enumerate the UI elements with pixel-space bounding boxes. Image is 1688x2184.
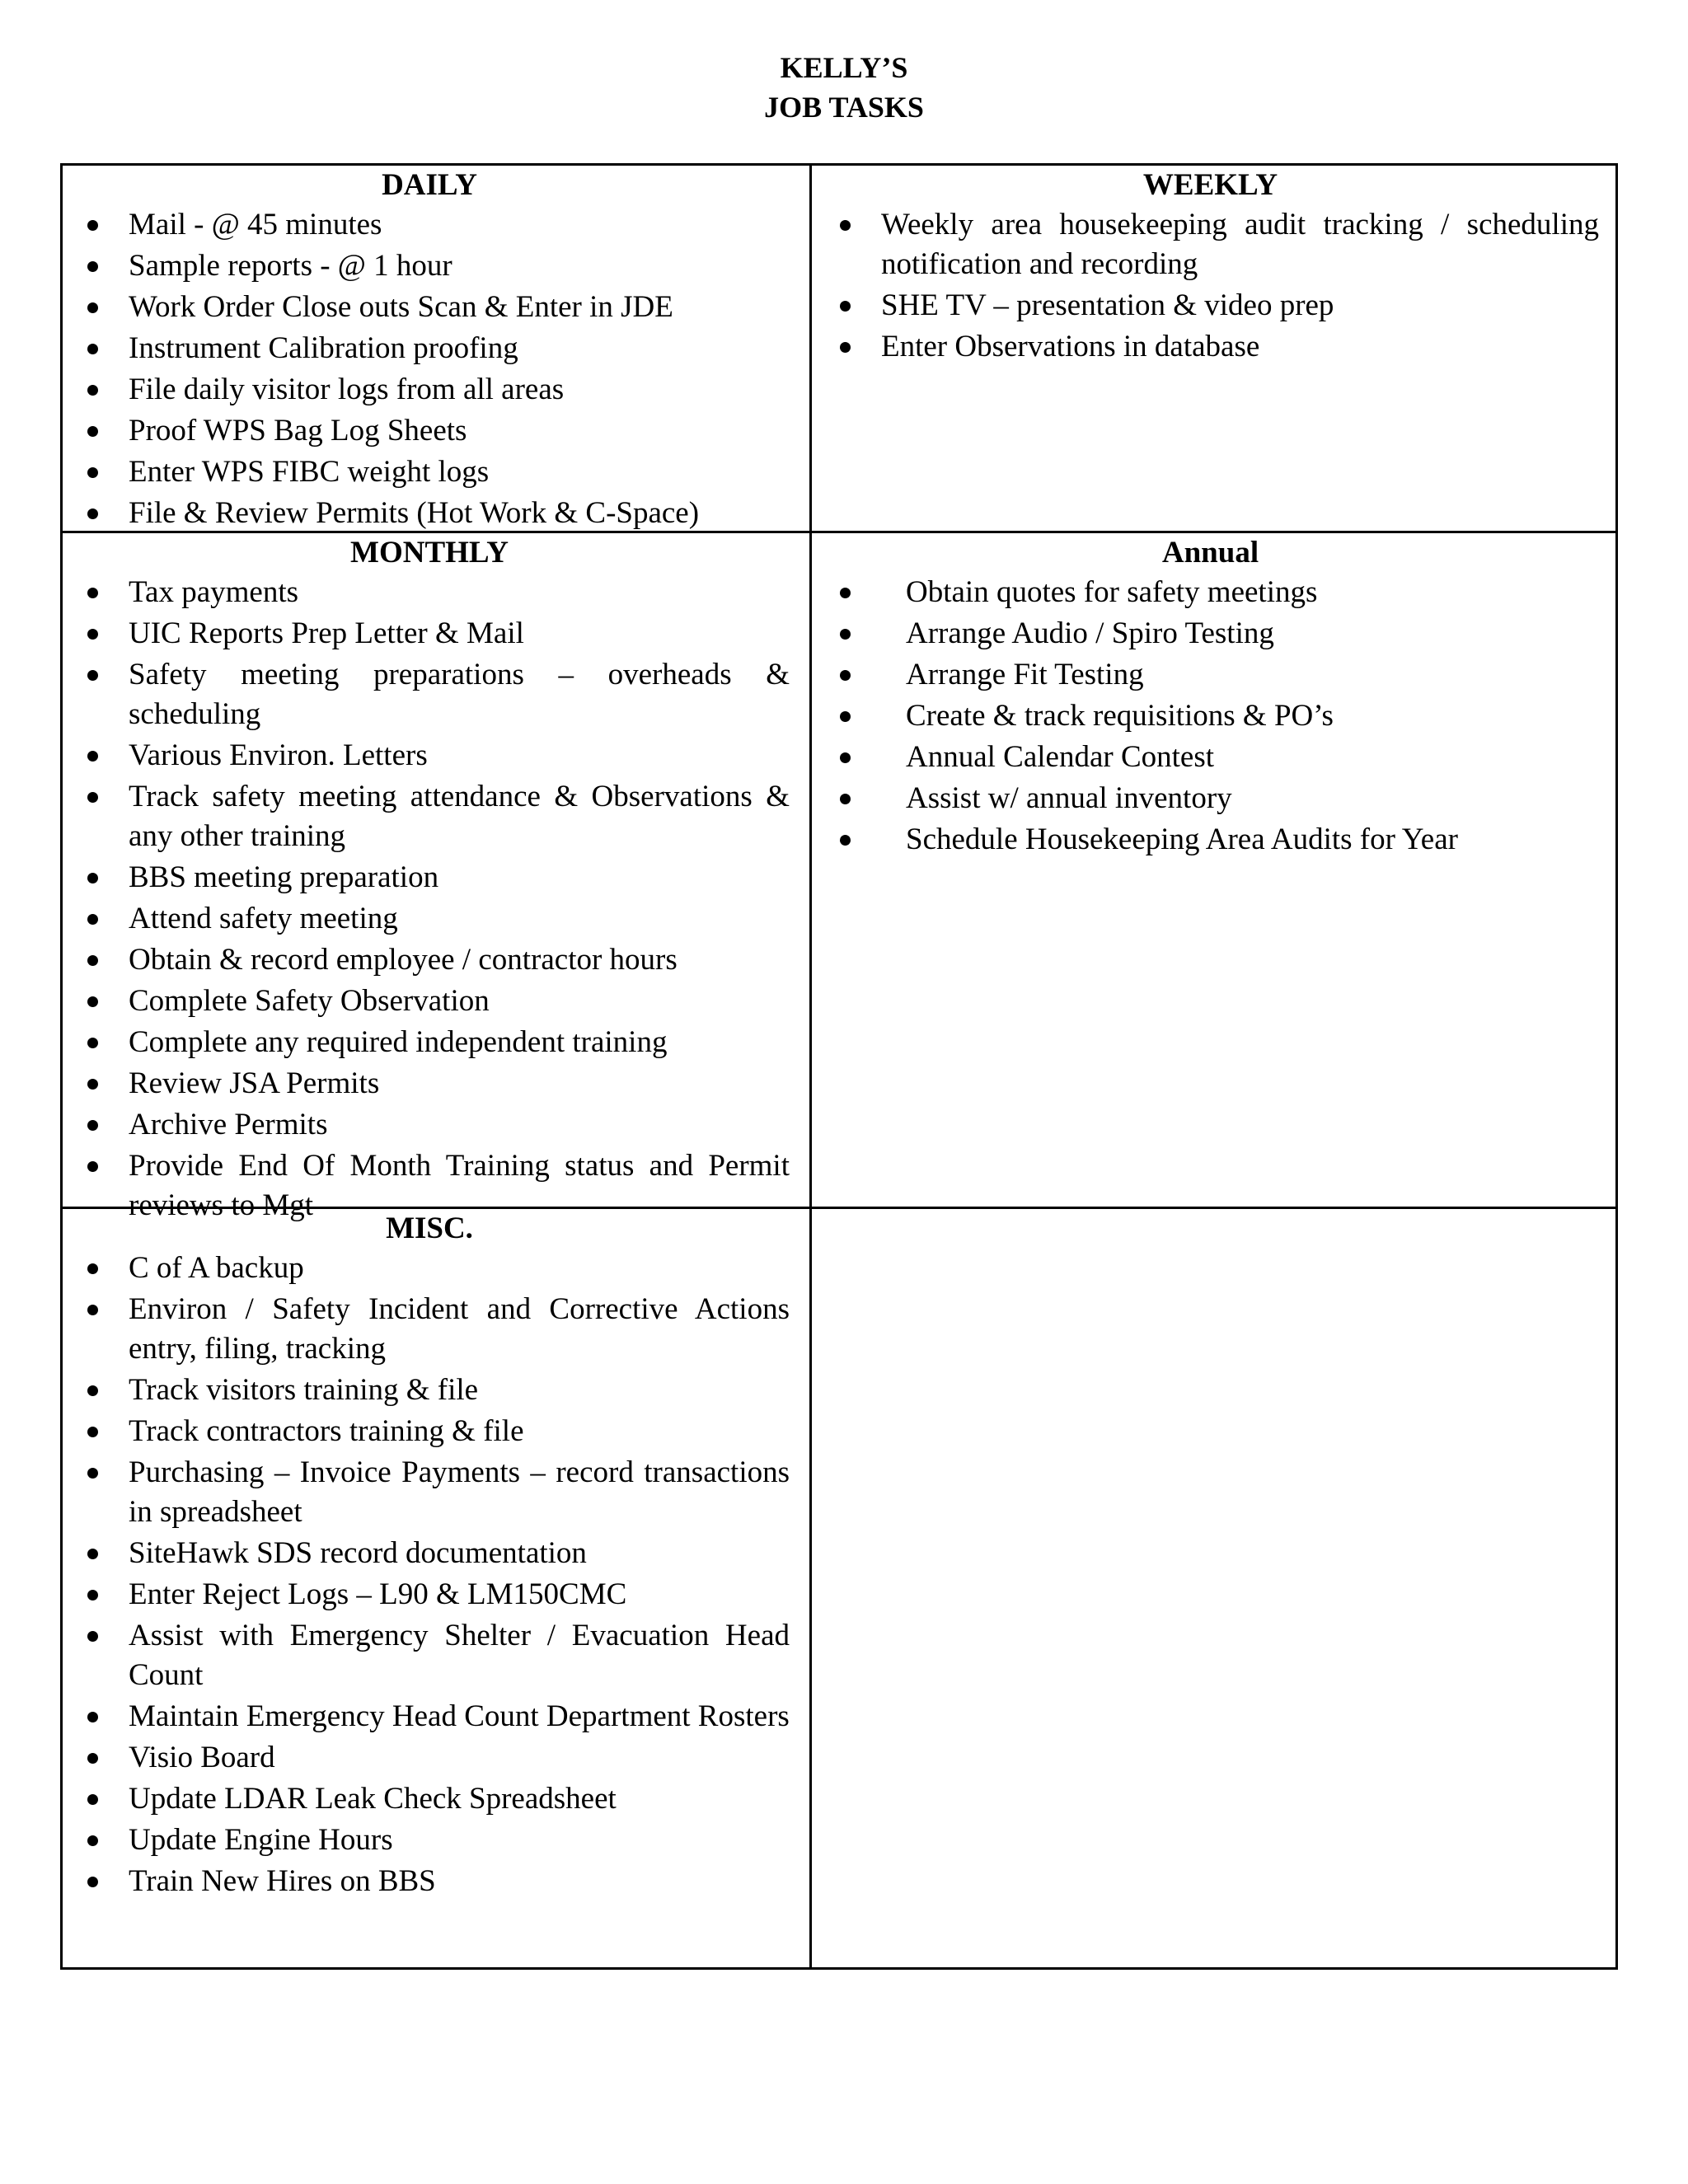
task-list-item: Mail - @ 45 minutes [69,205,790,245]
monthly-list [69,573,790,1226]
task-list-item: Proof WPS Bag Log Sheets [69,411,790,451]
misc-heading: MISC. [386,1212,473,1245]
task-list-item: Review JSA Permits [69,1064,790,1104]
misc-cell [63,1209,809,1903]
task-list-item: Work Order Close outs Scan & Enter in JDE [69,288,790,327]
task-list-item: Schedule Housekeeping Area Audits for Year [822,820,1599,860]
daily-list [69,205,790,533]
task-list-item: File daily visitor logs from all areas [69,370,790,410]
task-list-item: Assist with Emergency Shelter / Evacuation Head Count [69,1616,790,1695]
task-list-item: SHE TV – presentation & video prep [822,286,1599,326]
weekly-list [822,205,1599,367]
task-list-item: Attend safety meeting [69,899,790,939]
task-list-item: Complete any required independent training [69,1023,790,1062]
task-list-item: Complete Safety Observation [69,982,790,1021]
task-list-item: UIC Reports Prep Letter & Mail [69,614,790,654]
task-list-item: Update Engine Hours [69,1821,790,1860]
task-list-item: Track contractors training & file [69,1412,790,1451]
task-list-item: Sample reports - @ 1 hour [69,246,790,286]
task-list-item: Arrange Audio / Spiro Testing [822,614,1599,654]
task-list-item: Update LDAR Leak Check Spreadsheet [69,1779,790,1819]
task-list-item: Visio Board [69,1738,790,1778]
task-list-item: Assist w/ annual inventory [822,779,1599,818]
daily-heading: DAILY [382,168,477,202]
task-list-item: SiteHawk SDS record documentation [69,1534,790,1573]
task-list-item: BBS meeting preparation [69,858,790,898]
task-list-item: Purchasing – Invoice Payments – record transactions in spreadsheet [69,1453,790,1532]
task-list-item: Instrument Calibration proofing [69,329,790,368]
task-list-item: Obtain quotes for safety meetings [822,573,1599,612]
task-list-item: Track visitors training & file [69,1371,790,1410]
annual-list [822,573,1599,860]
misc-list [69,1249,790,1901]
task-list-item: Enter Reject Logs – L90 & LM150CMC [69,1575,790,1615]
task-list-item: Various Environ. Letters [69,736,790,776]
document-title [0,48,1688,127]
column-divider [809,166,812,1967]
daily-cell [63,166,809,535]
annual-cell [812,533,1615,861]
tasks-table [60,163,1618,1970]
task-list-item: Environ / Safety Incident and Corrective Actions entry, filing, tracking [69,1290,790,1369]
monthly-heading: MONTHLY [350,536,509,569]
title-line-name: KELLY’S [780,51,908,84]
task-list-item: Create & track requisitions & PO’s [822,696,1599,736]
task-list-item: Tax payments [69,573,790,612]
task-list-item: Safety meeting preparations – overheads & scheduling [69,655,790,734]
annual-heading: Annual [1161,536,1259,569]
task-list-item: Annual Calendar Contest [822,738,1599,777]
task-list-item: Enter Observations in database [822,327,1599,367]
task-list-item: Enter WPS FIBC weight logs [69,452,790,492]
monthly-cell [63,533,809,1227]
task-list-item: Maintain Emergency Head Count Department Rosters [69,1697,790,1736]
title-line-subtitle: JOB TASKS [764,91,924,124]
task-list-item: Archive Permits [69,1105,790,1145]
task-list-item: Train New Hires on BBS [69,1862,790,1901]
task-list-item: Obtain & record employee / contractor hours [69,940,790,980]
task-list-item: Provide End Of Month Training status and Permit reviews to Mgt [69,1146,790,1226]
task-list-item: Weekly area housekeeping audit tracking / scheduling notification and recording [822,205,1599,284]
task-list-item: Arrange Fit Testing [822,655,1599,695]
weekly-heading: WEEKLY [1142,168,1278,202]
task-list-item: Track safety meeting attendance & Observations & any other training [69,777,790,856]
task-list-item: File & Review Permits (Hot Work & C-Space) [69,494,790,533]
task-list-item: C of A backup [69,1249,790,1288]
weekly-cell [812,166,1615,368]
